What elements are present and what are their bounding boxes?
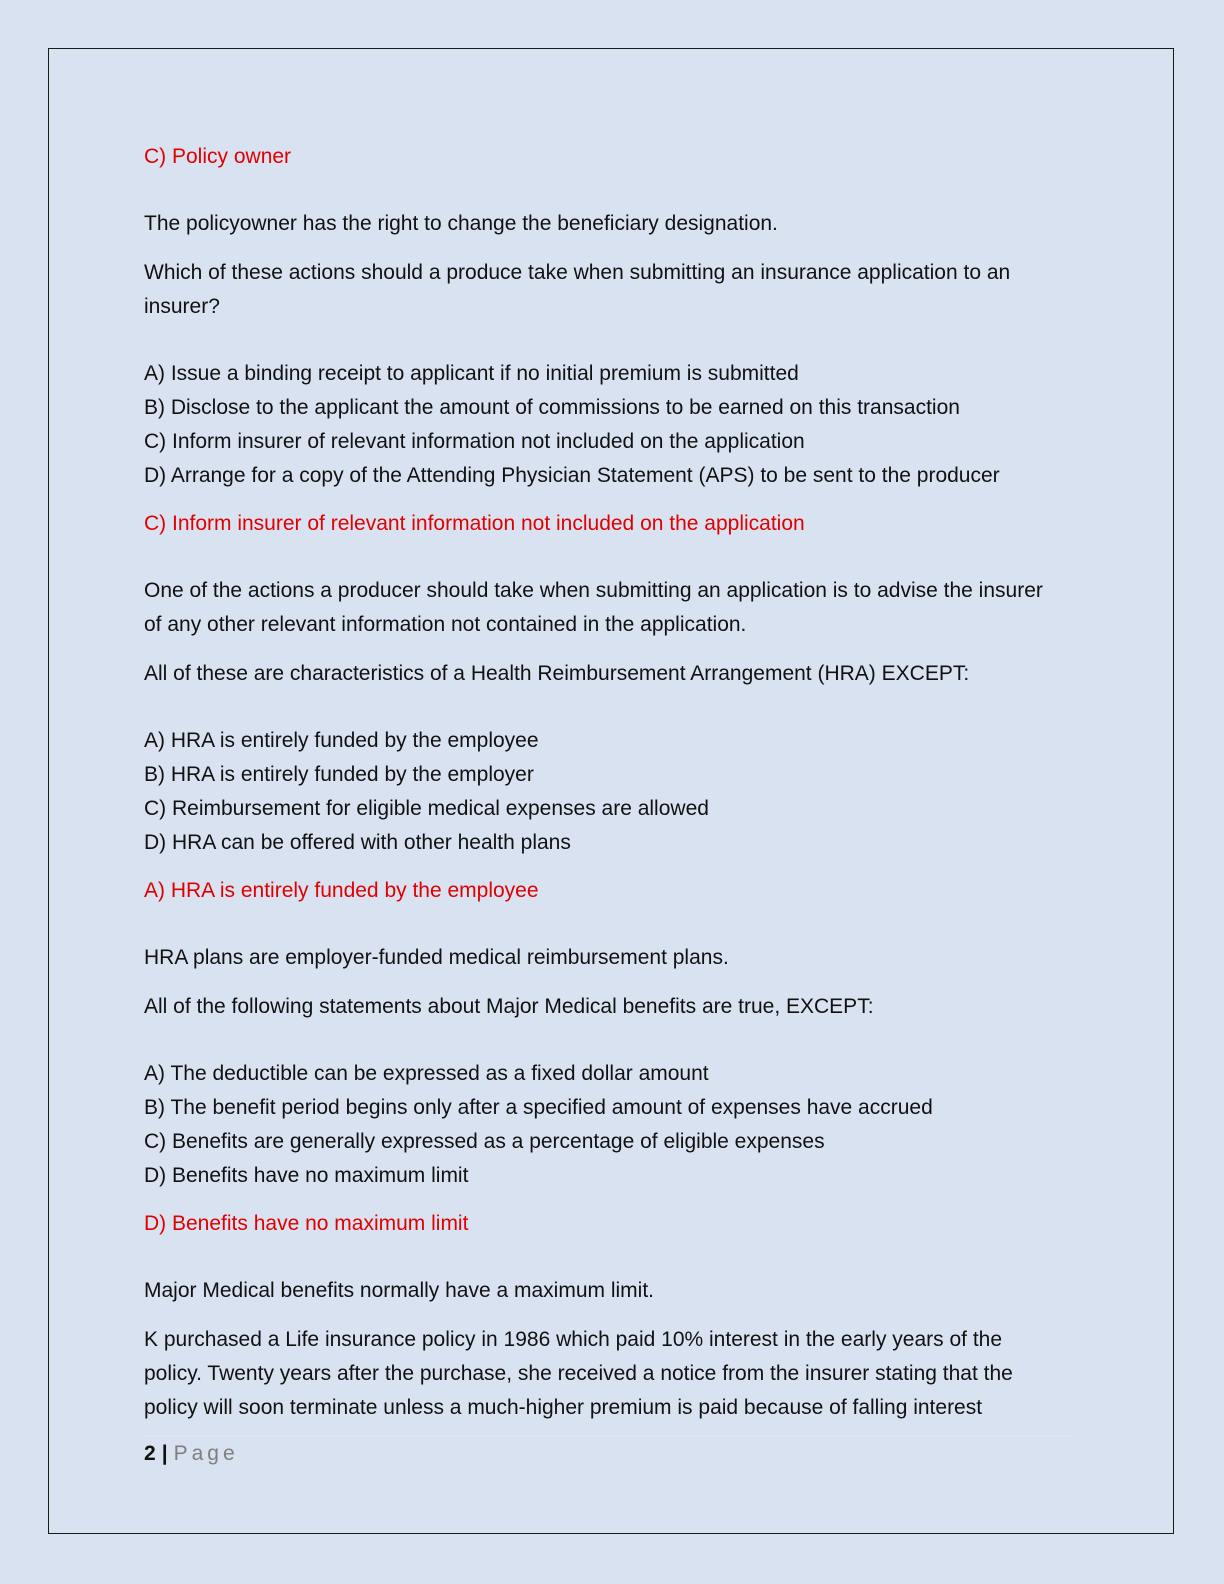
option: D) Arrange for a copy of the Attending Physician Statement (APS) to be sent to the producer [144, 464, 1000, 487]
explanation-q2: HRA plans are employer-funded medical reimbursement plans. [144, 946, 729, 969]
option: B) Disclose to the applicant the amount of commissions to be earned on this transaction [144, 396, 960, 419]
question-q1: Which of these actions should a produce take when submitting an insurance application to an insurer? [144, 261, 1011, 318]
option: A) HRA is entirely funded by the employee [144, 729, 539, 752]
answer-q3: D) Benefits have no maximum limit [144, 1212, 469, 1235]
document-body [144, 140, 1064, 1425]
option: A) Issue a binding receipt to applicant if no initial premium is submitted [144, 362, 799, 385]
question-line: policy. Twenty years after the purchase, she received a notice from the insurer stating that the [144, 1362, 1013, 1385]
options-q3 [144, 1057, 1064, 1193]
option: B) HRA is entirely funded by the employer [144, 763, 534, 786]
options-q1 [144, 357, 1064, 493]
answer-q2: A) HRA is entirely funded by the employee [144, 879, 539, 902]
question-q2: All of these are characteristics of a Health Reimbursement Arrangement (HRA) EXCEPT: [144, 662, 970, 685]
explanation-q3: Major Medical benefits normally have a maximum limit. [144, 1279, 654, 1302]
question-line: policy will soon terminate unless a much-higher premium is paid because of falling interest [144, 1396, 983, 1419]
option: D) Benefits have no maximum limit [144, 1164, 469, 1187]
option: D) HRA can be offered with other health plans [144, 831, 571, 854]
footer-separator: | [161, 1442, 168, 1465]
footer-divider [144, 1436, 1074, 1437]
question-line: K purchased a Life insurance policy in 1986 which paid 10% interest in the early years of the [144, 1328, 1003, 1351]
page-label: Page [173, 1442, 239, 1465]
option: C) Benefits are generally expressed as a percentage of eligible expenses [144, 1130, 825, 1153]
page-footer [144, 1440, 239, 1468]
page-number: 2 [144, 1442, 156, 1465]
option: A) The deductible can be expressed as a fixed dollar amount [144, 1062, 709, 1085]
option: B) The benefit period begins only after a specified amount of expenses have accrued [144, 1096, 933, 1119]
question-q3: All of the following statements about Major Medical benefits are true, EXCEPT: [144, 995, 874, 1018]
option: C) Inform insurer of relevant information not included on the application [144, 430, 805, 453]
answer-q1: C) Inform insurer of relevant information not included on the application [144, 512, 805, 535]
question-q4 [144, 1323, 1064, 1425]
explanation-q0: The policyowner has the right to change the beneficiary designation. [144, 212, 778, 235]
answer-q0: C) Policy owner [144, 145, 292, 168]
explanation-q1: One of the actions a producer should take when submitting an application is to advise the insurer of any other relevant information not contained in the application. [144, 579, 1043, 636]
options-q2 [144, 724, 1064, 860]
option: C) Reimbursement for eligible medical expenses are allowed [144, 797, 709, 820]
